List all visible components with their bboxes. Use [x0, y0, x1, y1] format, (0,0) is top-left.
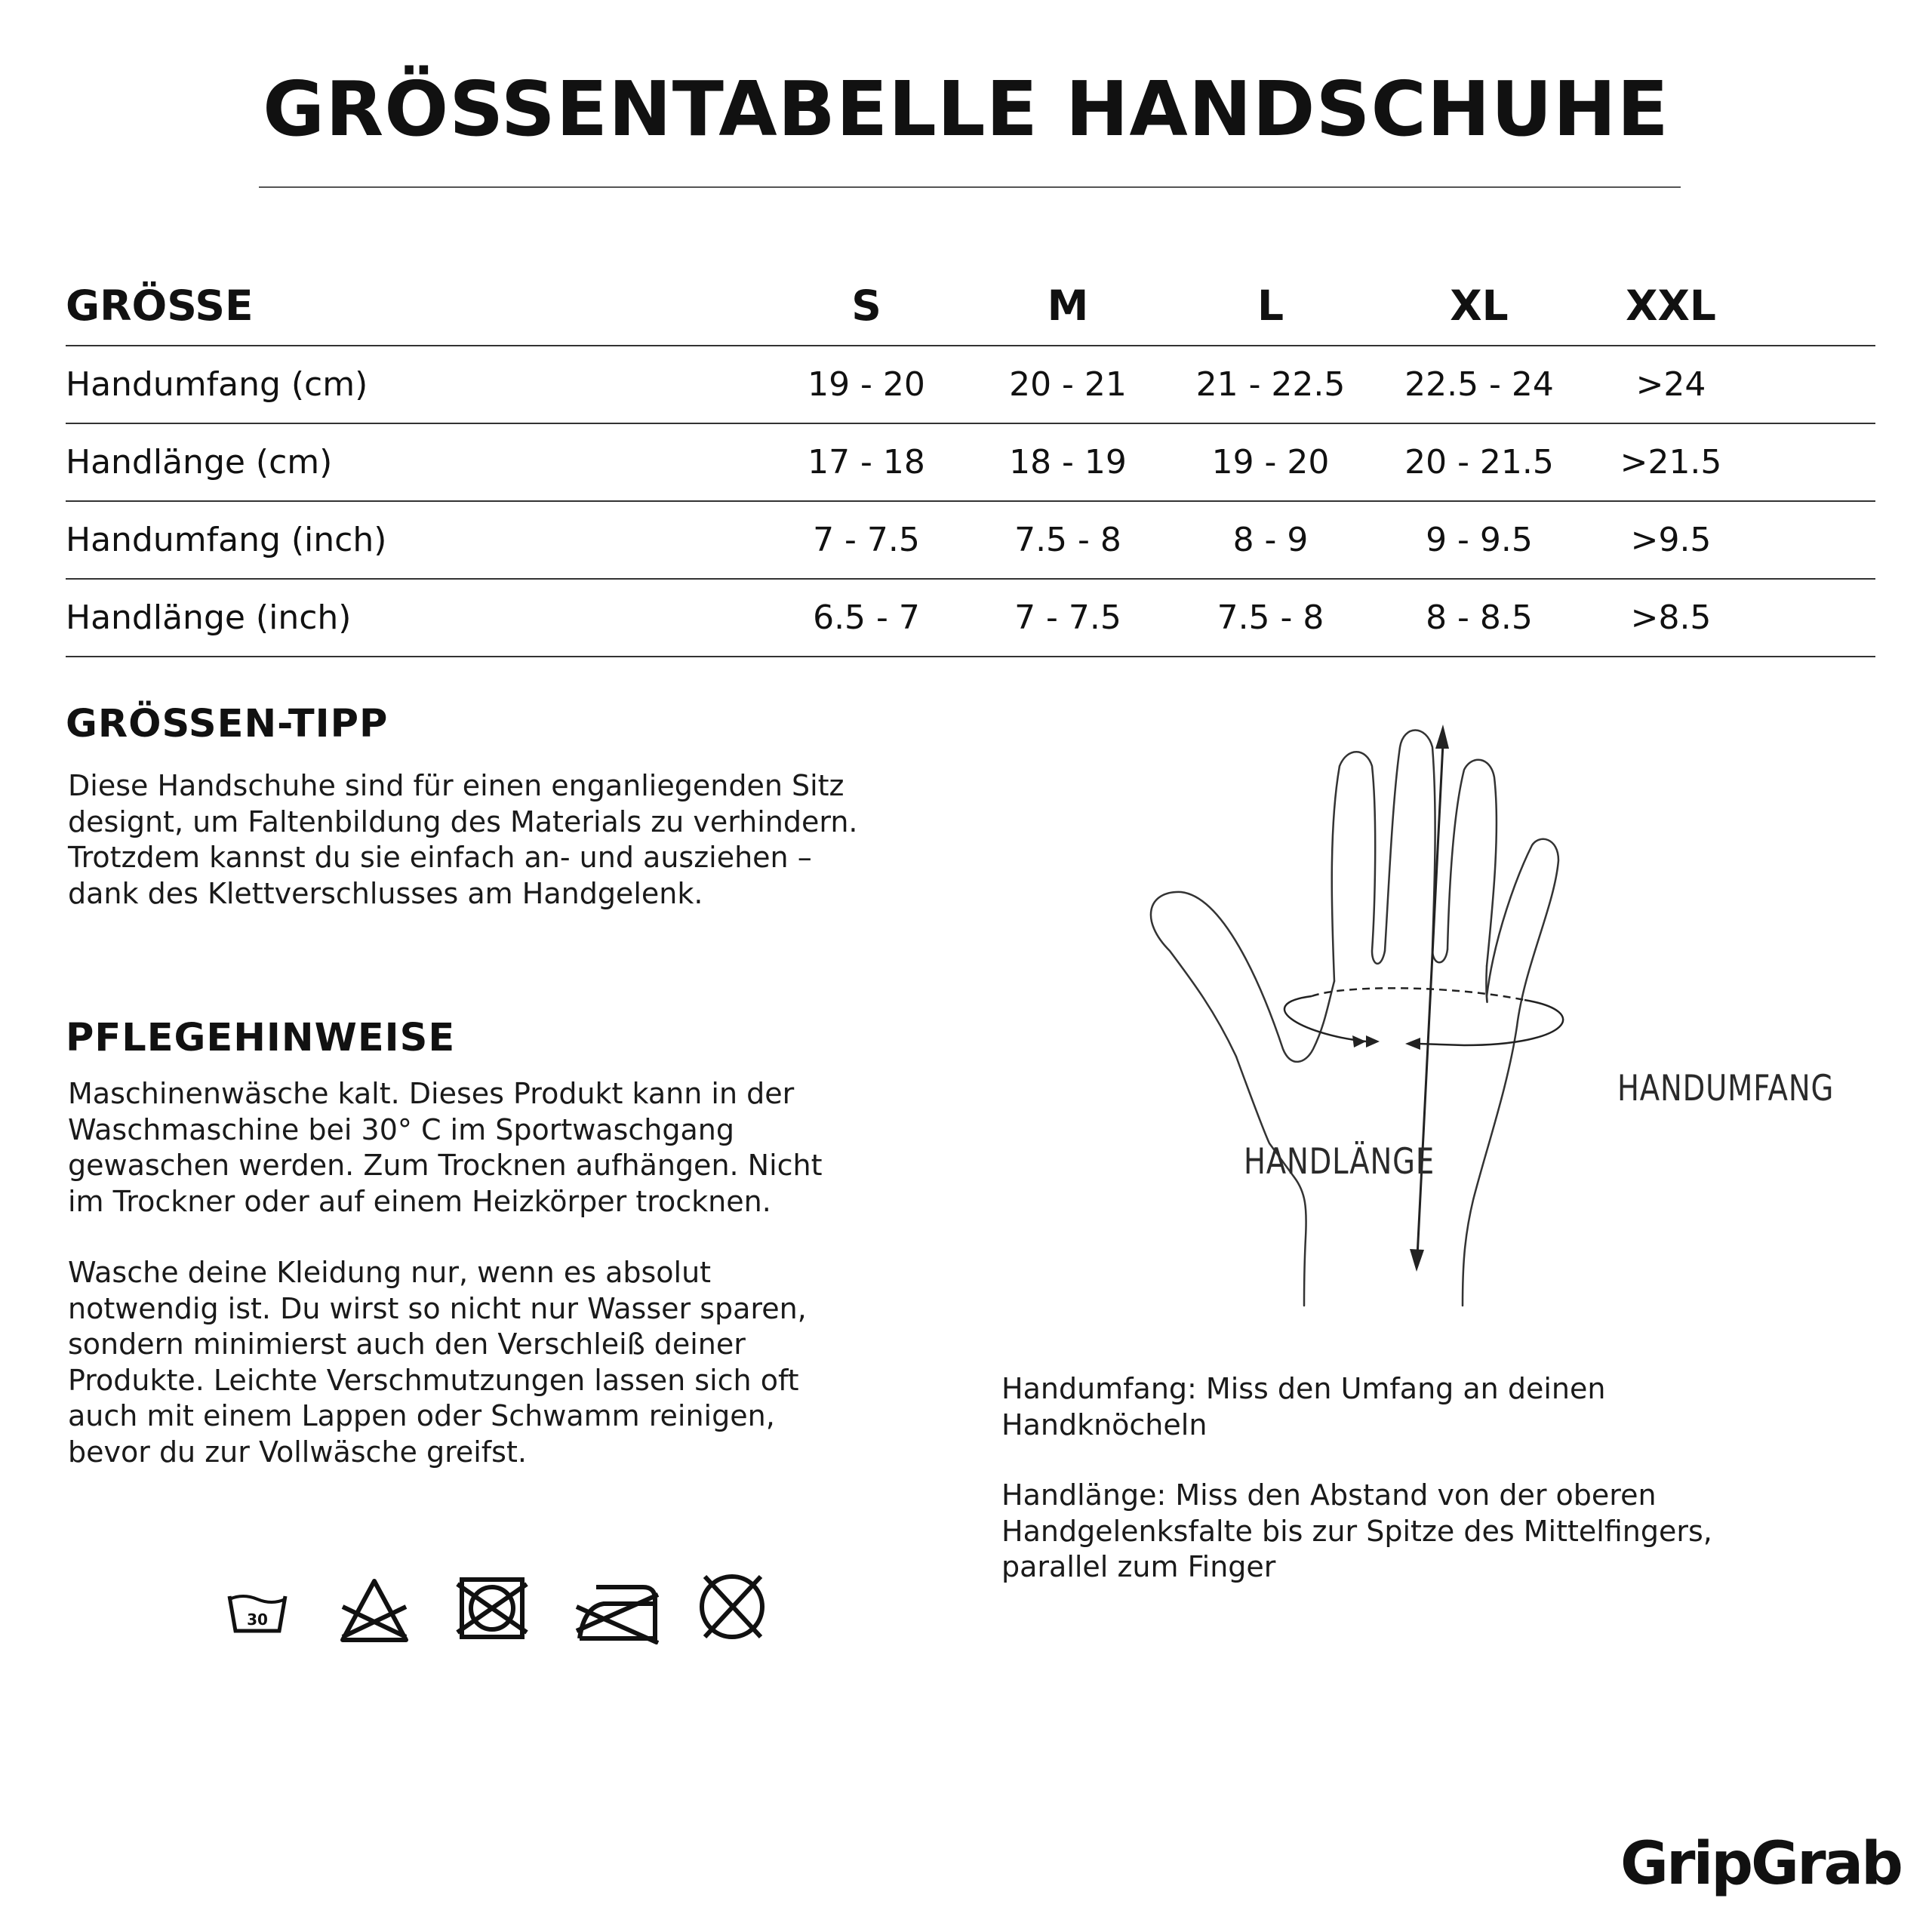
table-cell: 20 - 21.5	[1355, 423, 1603, 501]
text-line: auch mit einem Lappen oder Schwamm reinigen,	[68, 1399, 775, 1432]
size-header-m: M	[950, 257, 1186, 346]
row-label: Handumfang (cm)	[66, 346, 783, 423]
text-line: gewaschen werden. Zum Trocknen aufhängen. Nicht	[68, 1149, 823, 1182]
title-divider	[259, 186, 1681, 188]
table-row	[66, 579, 1875, 657]
hand-measurement-figure	[1132, 709, 1849, 1351]
wash-30-icon	[226, 1592, 288, 1637]
no-tumble-dry-icon	[456, 1574, 528, 1643]
care-paragraph-2	[68, 1255, 891, 1470]
table-cell: 19 - 20	[1186, 423, 1355, 501]
no-dry-clean-icon	[694, 1569, 770, 1644]
table-cell: 22.5 - 24	[1355, 346, 1603, 423]
circumference-label: HANDUMFANG	[1617, 1068, 1835, 1109]
text-line: notwendig ist. Du wirst so nicht nur Wasser sparen,	[68, 1291, 807, 1325]
table-cell: >8.5	[1603, 579, 1739, 657]
size-header-row	[66, 257, 1875, 346]
table-cell: >9.5	[1603, 501, 1739, 579]
length-label: HANDLÄNGE	[1244, 1141, 1435, 1183]
table-cell: 18 - 19	[950, 423, 1186, 501]
care-paragraph-1	[68, 1076, 891, 1220]
table-cell-spacer	[1739, 579, 1875, 657]
text-line: Handumfang: Miss den Umfang an deinen	[1001, 1372, 1606, 1405]
text-line: Produkte. Leichte Verschmutzungen lassen sich oft	[68, 1363, 799, 1397]
brand-logo: GripGrab	[1620, 1830, 1902, 1898]
no-bleach-icon	[338, 1577, 411, 1644]
text-line: parallel zum Finger	[1001, 1550, 1276, 1583]
size-header-xl: XL	[1355, 257, 1603, 346]
text-line: designt, um Faltenbildung des Materials zu verhindern.	[68, 804, 858, 838]
text-line: Wasche deine Kleidung nur, wenn es absolut	[68, 1256, 712, 1289]
care-heading: PFLEGEHINWEISE	[66, 1016, 456, 1060]
size-tip-text	[68, 768, 891, 912]
text-line: Handlänge: Miss den Abstand von der oberen	[1001, 1478, 1657, 1512]
text-line: Trotzdem kannst du sie einfach an- und ausziehen –	[68, 841, 812, 874]
size-header-label: GRÖSSE	[66, 257, 783, 346]
size-header-s: S	[783, 257, 950, 346]
row-label: Handumfang (inch)	[66, 501, 783, 579]
table-cell: 8 - 8.5	[1355, 579, 1603, 657]
text-line: dank des Klettverschlusses am Handgelenk.	[68, 876, 703, 910]
text-line: Maschinenwäsche kalt. Dieses Produkt kann in der	[68, 1077, 795, 1110]
size-header-l: L	[1186, 257, 1355, 346]
table-cell: 17 - 18	[783, 423, 950, 501]
size-tip-heading: GRÖSSEN-TIPP	[66, 702, 389, 746]
length-note	[1001, 1478, 1771, 1586]
table-cell-spacer	[1739, 346, 1875, 423]
table-cell: 6.5 - 7	[783, 579, 950, 657]
text-line: Waschmaschine bei 30° C im Sportwaschgang	[68, 1112, 734, 1146]
care-symbols	[226, 1566, 770, 1649]
text-line: sondern minimierst auch den Verschleiß deiner	[68, 1327, 746, 1361]
table-cell-spacer	[1739, 501, 1875, 579]
table-cell: 8 - 9	[1186, 501, 1355, 579]
table-cell: 7 - 7.5	[950, 579, 1186, 657]
text-line: bevor du zur Vollwäsche greifst.	[68, 1435, 527, 1469]
table-row	[66, 501, 1875, 579]
text-line: im Trockner oder auf einem Heizkörper trocknen.	[68, 1184, 771, 1218]
table-row	[66, 423, 1875, 501]
table-cell: >21.5	[1603, 423, 1739, 501]
table-row	[66, 346, 1875, 423]
size-table	[66, 257, 1875, 657]
text-line: Handgelenksfalte bis zur Spitze des Mittelfingers,	[1001, 1514, 1712, 1548]
size-header-xxl: XXL	[1603, 257, 1739, 346]
text-line: Diese Handschuhe sind für einen enganliegenden Sitz	[68, 769, 844, 802]
table-cell: 7.5 - 8	[1186, 579, 1355, 657]
page-title: GRÖSSENTABELLE HANDSCHUHE	[263, 65, 1669, 153]
wash-temperature: 30	[247, 1611, 268, 1629]
table-cell: 21 - 22.5	[1186, 346, 1355, 423]
hand-illustration	[1132, 709, 1849, 1351]
size-header-spacer	[1739, 257, 1875, 346]
row-label: Handlänge (inch)	[66, 579, 783, 657]
table-cell: 7.5 - 8	[950, 501, 1186, 579]
table-cell: 9 - 9.5	[1355, 501, 1603, 579]
no-iron-icon	[574, 1577, 661, 1644]
table-cell: 20 - 21	[950, 346, 1186, 423]
row-label: Handlänge (cm)	[66, 423, 783, 501]
table-cell-spacer	[1739, 423, 1875, 501]
table-cell: 19 - 20	[783, 346, 950, 423]
circumference-note	[1001, 1371, 1771, 1443]
table-cell: >24	[1603, 346, 1739, 423]
text-line: Handknöcheln	[1001, 1407, 1208, 1441]
table-cell: 7 - 7.5	[783, 501, 950, 579]
